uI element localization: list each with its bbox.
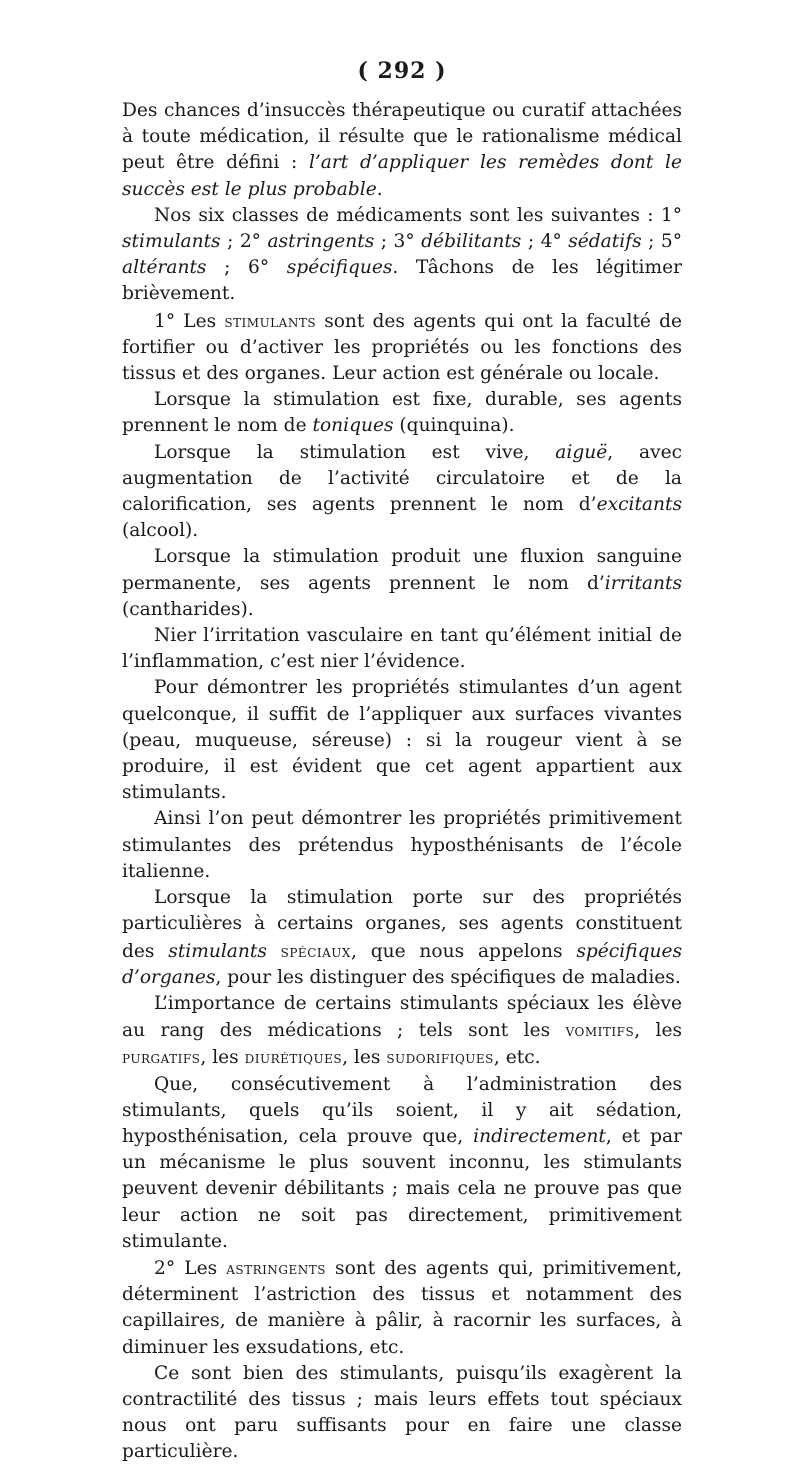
text: ; 6° (206, 257, 287, 279)
paragraph-medications (122, 991, 682, 1072)
paragraph-rationalisme (122, 98, 682, 203)
paragraph-astringents (122, 1255, 682, 1361)
paragraph-irritation-vasculaire (122, 623, 682, 675)
term-debilitants: débilitants (421, 231, 522, 253)
text: Ce sont bien des stimulants, puisqu’ils exagèrent la contractilité des tissus ; mais leurs effets tout spéciaux nous ont paru suffisants pour en faire une classe particulière. (122, 1362, 682, 1463)
text: Que, consécutivement à l’administration des stimulants, quels qu’ils soient, il y ait sédation, hyposthénisation, cela prouve que, (122, 1073, 682, 1147)
term-sudorifiques: sudorifiques (386, 1047, 494, 1068)
text: Nier l’irritation vasculaire en tant qu’élément initial de l’inflammation, c’est nier l’évidence. (122, 625, 682, 673)
term-astringents-smallcaps: astringents (226, 1257, 326, 1278)
text: , et par un mécanisme le plus souvent inconnu, les stimulants peuvent devenir débilitants ; mais cela ne prouve pas que leur action ne soit pas directement, primitivement stimulante. (122, 1125, 682, 1252)
text: Pour démontrer les propriétés stimulantes d’un agent quelconque, il suffit de l’appliquer aux surfaces vivantes (peau, muqueuse, séreuse) : si la rougeur vient à se produire, il est évident que cet agent appartient aux stimulants. (122, 677, 682, 804)
term-indirectement: indirectement (473, 1125, 606, 1147)
text: ; 2° (220, 231, 268, 253)
text: Lorsque la stimulation porte sur des propriétés particulières à certains organes, ses agents constituent des (122, 887, 682, 962)
term-diuretiques: diurétiques (244, 1047, 343, 1068)
text: , les (634, 1020, 682, 1042)
term-stimulants-smallcaps: stimulants (224, 310, 317, 331)
paragraph-demonstration (122, 675, 682, 806)
text: , avec augmentation de l’activité circulatoire et de la calorification, ses agents prennent le nom d’ (122, 441, 683, 516)
term-vomitifs: vomitifs (565, 1020, 635, 1041)
term-purgatifs: purgatifs (122, 1047, 201, 1068)
term-stimulants: stimulants (168, 940, 267, 962)
text: (quinquina). (393, 415, 515, 437)
paragraph-toniques (122, 387, 682, 439)
term-specifiques-organes: spécifiques d’organes (122, 940, 682, 988)
text: (cantharides). (122, 598, 254, 620)
text: Nos six classes de médicaments sont les suivantes : 1° (154, 204, 682, 226)
term-speciaux-smallcaps: spéciaux (266, 940, 351, 961)
page-number: ( 292 ) (357, 58, 447, 84)
text: ; 5° (641, 231, 683, 253)
text: , les (200, 1047, 245, 1069)
paragraph-ecole-italienne (122, 806, 682, 885)
paragraph-stimulants-definition (122, 308, 682, 388)
paragraph-sedation (122, 1072, 682, 1255)
paragraph-excitants (122, 440, 682, 545)
text: Ainsi l’on peut démontrer les propriétés primitivement stimulantes des prétendus hyposthénisants de l’école italienne. (122, 808, 682, 882)
text: , que nous appelons (350, 940, 577, 962)
text: Lorsque la stimulation produit une fluxion sanguine permanente, ses agents prennent le nom d’ (122, 546, 682, 594)
term-sedatifs: sédatifs (568, 231, 642, 253)
text: Des chances d’insuccès thérapeutique ou curatif attachées à toute médication, il résulte que le rationalisme médical peut être défini : (122, 100, 682, 174)
paragraph-irritants (122, 544, 682, 623)
text: L’importance de certains stimulants spéciaux les élève au rang des médications ; tels sont les (122, 992, 682, 1042)
text: , etc. (493, 1047, 541, 1069)
text: Lorsque la stimulation est fixe, durable, ses agents prennent le nom de (122, 389, 682, 437)
term-alterants: altérants (122, 257, 207, 279)
term-specifiques: spécifiques (286, 257, 393, 279)
term-stimulants: stimulants (122, 231, 221, 253)
paragraph-classe-particuliere (122, 1361, 682, 1466)
text: , les (342, 1047, 387, 1069)
text: , pour les distinguer des spécifiques de maladies. (215, 966, 681, 988)
term-irritants: irritants (604, 572, 682, 594)
text: sont des agents qui, primitivement, déterminent l’astriction des tissus et notamment des capillaires, de manière à pâlir, à racornir les surfaces, à diminuer les exsudations, etc. (122, 1257, 682, 1358)
text: 1° Les (154, 310, 225, 332)
text: Lorsque la stimulation est vive, (154, 441, 556, 463)
text: 2° Les (154, 1257, 227, 1279)
paragraph-six-classes (122, 203, 682, 308)
term-toniques: toniques (312, 415, 394, 437)
text: sont des agents qui ont la faculté de fortifier ou d’activer les propriétés ou les fonctions des tissus et des organes. Leur action est générale ou locale. (122, 310, 682, 385)
text: ; 4° (521, 231, 569, 253)
text: ; 3° (374, 231, 422, 253)
paragraph-stimulants-speciaux (122, 885, 682, 991)
term-excitants: excitants (596, 494, 682, 516)
term-astringents: astringents (267, 231, 375, 253)
text: . Tâchons de les légitimer brièvement. (122, 257, 682, 305)
term-aigue: aiguë (555, 441, 608, 463)
text: (alcool). (122, 520, 199, 542)
definition-italic: l’art d’appliquer les remèdes dont le succès est le plus probable. (122, 152, 683, 200)
